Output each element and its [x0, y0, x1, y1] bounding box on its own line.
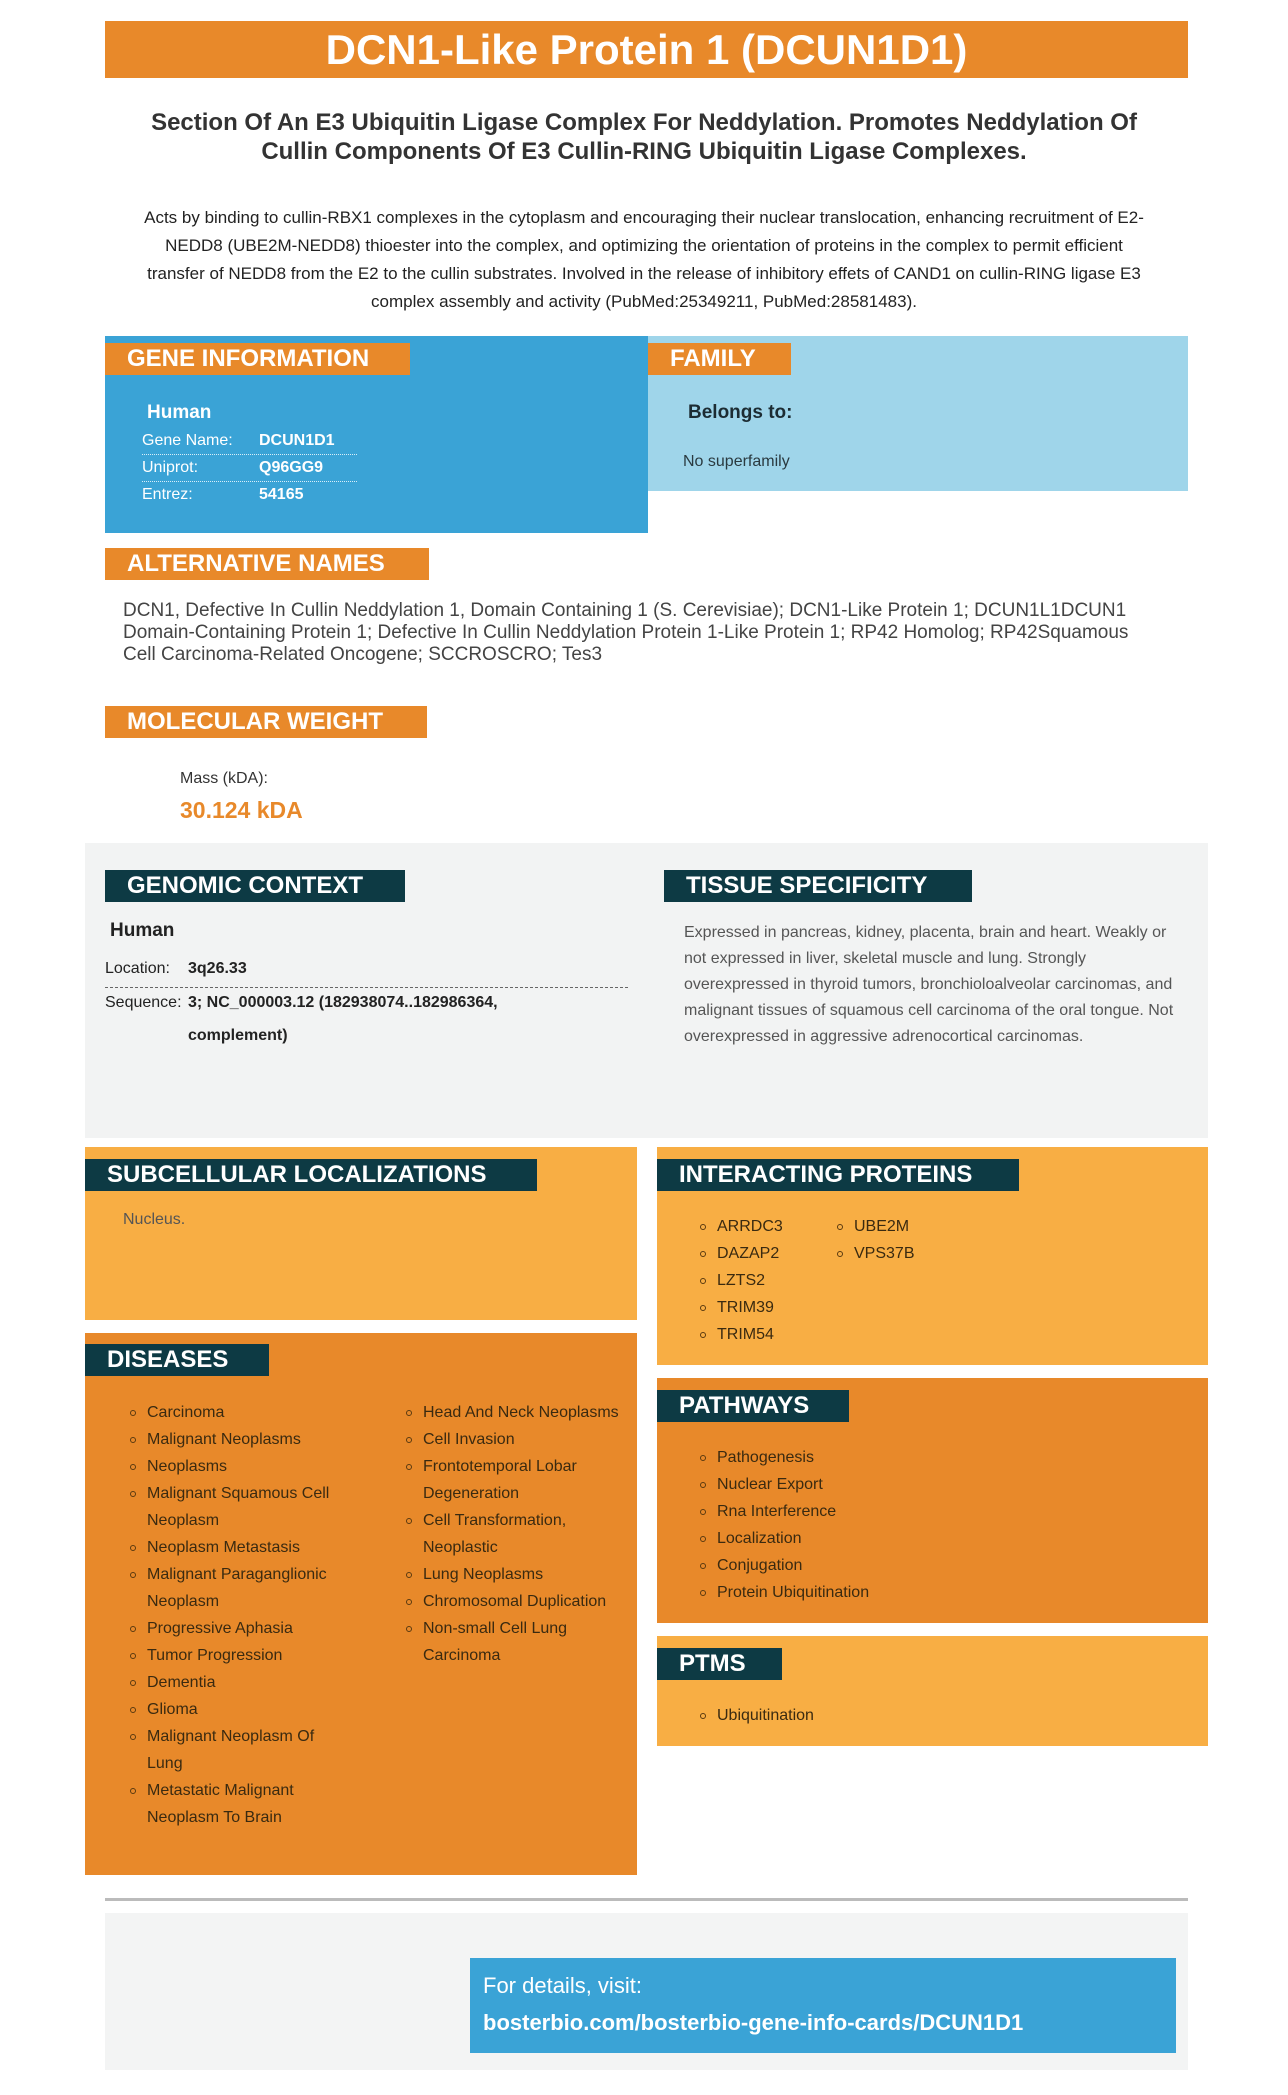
- pathway-item: Pathogenesis: [698, 1444, 869, 1471]
- disease-item: Chromosomal Duplication: [404, 1588, 619, 1615]
- gene-info-value: Q96GG9: [259, 459, 324, 476]
- disease-item: Progressive Aphasia: [128, 1615, 343, 1642]
- pathway-item: Rna Interference: [698, 1498, 869, 1525]
- disease-item: Cell Transformation, Neoplastic: [404, 1507, 619, 1561]
- disease-item: Malignant Paraganglionic Neoplasm: [128, 1561, 343, 1615]
- sequence-value: 3; NC_000003.12 (182938074..182986364,: [188, 994, 498, 1011]
- protein-item: ARRDC3: [698, 1213, 783, 1240]
- gene-info-key: Uniprot:: [142, 459, 199, 476]
- family-value: No superfamily: [683, 453, 790, 470]
- disease-item: Carcinoma: [128, 1399, 343, 1426]
- gene-info-value: DCUN1D1: [259, 432, 335, 449]
- protein-item: LZTS2: [698, 1267, 783, 1294]
- molecular-weight-header: MOLECULAR WEIGHT: [105, 706, 427, 738]
- ptms-header: PTMS: [657, 1648, 782, 1680]
- subcellular-header: SUBCELLULAR LOCALIZATIONS: [85, 1159, 537, 1191]
- alternative-names-header: ALTERNATIVE NAMES: [105, 548, 429, 580]
- disease-item: Malignant Squamous Cell Neoplasm: [128, 1480, 343, 1534]
- genomic-context-species: Human: [110, 920, 175, 941]
- disease-item: Tumor Progression: [128, 1642, 343, 1669]
- gene-information-header: GENE INFORMATION: [105, 343, 410, 375]
- sequence-value-cont: complement): [188, 1027, 288, 1044]
- disease-item: Neoplasms: [128, 1453, 343, 1480]
- protein-item: DAZAP2: [698, 1240, 783, 1267]
- disease-item: Dementia: [128, 1669, 343, 1696]
- disease-item: Lung Neoplasms: [404, 1561, 619, 1588]
- tissue-specificity-header: TISSUE SPECIFICITY: [664, 870, 972, 902]
- disease-item: Glioma: [128, 1696, 343, 1723]
- disease-item: Head And Neck Neoplasms: [404, 1399, 619, 1426]
- diseases-header: DISEASES: [85, 1344, 269, 1376]
- location-value: 3q26.33: [188, 960, 247, 977]
- mass-label: Mass (kDA):: [180, 770, 268, 787]
- pathways-header: PATHWAYS: [657, 1390, 849, 1422]
- gene-info-key: Entrez:: [142, 486, 193, 503]
- disease-item: Metastatic Malignant Neoplasm To Brain: [128, 1777, 343, 1831]
- page-title: DCN1-Like Protein 1 (DCUN1D1): [105, 21, 1188, 78]
- subcellular-text: Nucleus.: [123, 1211, 186, 1228]
- details-label: For details, visit:: [483, 1973, 642, 1998]
- diseases-list-1: [128, 1399, 343, 1831]
- genomic-location-row: [105, 950, 628, 988]
- alternative-names-text: DCN1, Defective In Cullin Neddylation 1, Domain Containing 1 (S. Cerevisiae); DCN1-Like Protein 1; DCUN1L1DCUN1 Domain-Containing Protein 1; Defective In Cullin Neddylation Protein 1-Like Protein 1; RP42 Homolog; RP42Squamous Cell Carcinoma-Related Oncogene; SCCROSCRO; Tes3: [123, 600, 1129, 665]
- interacting-proteins-header: INTERACTING PROTEINS: [657, 1159, 1019, 1191]
- family-header: FAMILY: [648, 343, 791, 375]
- pathways-list: [698, 1444, 869, 1606]
- disease-item: Non-small Cell Lung Carcinoma: [404, 1615, 619, 1669]
- sequence-label: Sequence:: [105, 994, 182, 1011]
- gene-info-row-entrez: [142, 482, 357, 509]
- details-link[interactable]: bosterbio.com/bosterbio-gene-info-cards/DCUN1D1: [483, 2010, 1024, 2035]
- pathway-item: Conjugation: [698, 1552, 869, 1579]
- family-belongs-label: Belongs to:: [688, 402, 793, 423]
- protein-item: TRIM54: [698, 1321, 783, 1348]
- ptms-list: [698, 1702, 814, 1729]
- interacting-proteins-list-2: [835, 1213, 914, 1267]
- pathway-item: Nuclear Export: [698, 1471, 869, 1498]
- diseases-list-2: [404, 1399, 619, 1669]
- page-subtitle: Section Of An E3 Ubiquitin Ligase Complex For Neddylation. Promotes Neddylation Of Cullin Components Of E3 Cullin-RING Ubiquitin Ligase Complexes.: [151, 109, 1137, 165]
- disease-item: Frontotemporal Lobar Degeneration: [404, 1453, 619, 1507]
- disease-item: Cell Invasion: [404, 1426, 619, 1453]
- genomic-context-header: GENOMIC CONTEXT: [105, 870, 405, 902]
- summary-text: Acts by binding to cullin-RBX1 complexes in the cytoplasm and encouraging their nuclear translocation, enhancing recruitment of E2-NEDD8 (UBE2M-NEDD8) thioester into the complex, and optimizing the orientation of proteins in the complex to permit efficient transfer of NEDD8 from the E2 to the cullin substrates. Involved in the release of inhibitory effets of CAND1 on cullin-RING ligase E3 complex assembly and activity (PubMed:25349211, PubMed:28581483).: [144, 208, 1144, 311]
- footer-divider: [105, 1898, 1188, 1901]
- mass-value: 30.124 kDA: [180, 797, 303, 823]
- ptm-item: Ubiquitination: [698, 1702, 814, 1729]
- gene-info-key: Gene Name:: [142, 432, 233, 449]
- disease-item: Malignant Neoplasms: [128, 1426, 343, 1453]
- disease-item: Malignant Neoplasm Of Lung: [128, 1723, 343, 1777]
- interacting-proteins-list-1: [698, 1213, 783, 1348]
- gene-info-species: Human: [147, 402, 212, 423]
- tissue-specificity-text: Expressed in pancreas, kidney, placenta, brain and heart. Weakly or not expressed in liver, skeletal muscle and lung. Strongly overexpressed in thyroid tumors, bronchioloalveolar carcinomas, and malignant tissues of squamous cell carcinoma of the oral tongue. Not overexpressed in aggressive adrenocortical carcinomas.: [684, 924, 1174, 1045]
- gene-info-row-gene-name: [142, 428, 357, 455]
- pathway-item: Protein Ubiquitination: [698, 1579, 869, 1606]
- protein-item: VPS37B: [835, 1240, 914, 1267]
- details-link-box[interactable]: [470, 1958, 1176, 2053]
- gene-info-row-uniprot: [142, 455, 357, 482]
- gene-info-value: 54165: [259, 486, 304, 503]
- protein-item: TRIM39: [698, 1294, 783, 1321]
- disease-item: Neoplasm Metastasis: [128, 1534, 343, 1561]
- location-label: Location:: [105, 960, 170, 977]
- pathway-item: Localization: [698, 1525, 869, 1552]
- protein-item: UBE2M: [835, 1213, 914, 1240]
